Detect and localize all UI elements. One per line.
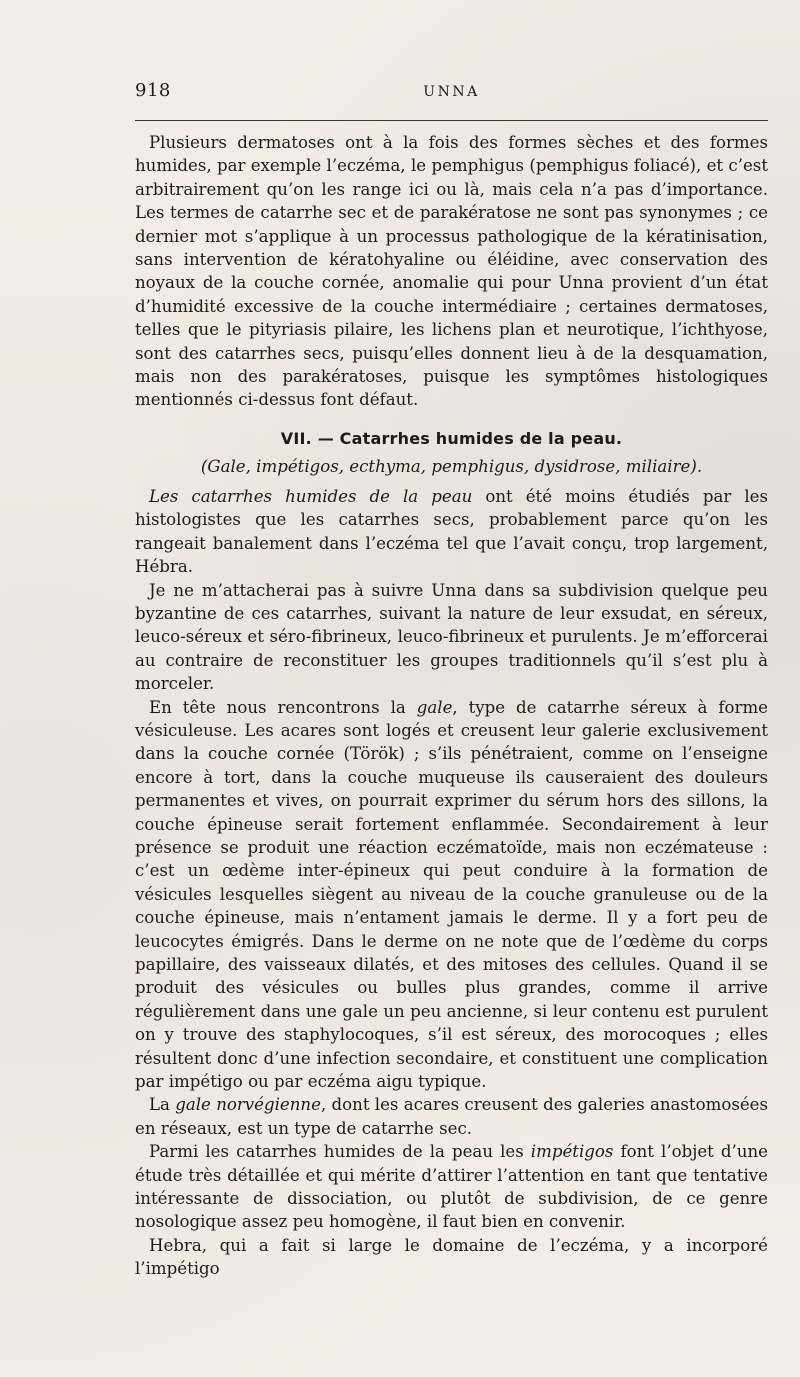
paragraph-hebra: Hebra, qui a fait si large le domaine de l’eczéma, y a incorporé l’impétigo xyxy=(135,1235,768,1279)
header-rule xyxy=(135,120,768,121)
page-number: 918 xyxy=(135,80,171,101)
paragraph-gale xyxy=(135,696,768,1094)
paragraph-gale-norvegienne xyxy=(135,1093,768,1140)
paragraph-impetigos xyxy=(135,1140,768,1234)
section-subtitle: (Gale, impétigos, ecthyma, pemphigus, dysidrose, miliaire). xyxy=(200,456,703,476)
running-title: UNNA xyxy=(423,84,480,100)
italic-term: gale xyxy=(416,697,453,717)
italic-term: gale norvégienne xyxy=(175,1095,321,1115)
paragraph-text: ont été moins étudiés par les histologistes que les catarrhes secs, probablement parce qu’on les rangeait banalement dans l’eczéma tel que l’avait conçu, trop largement, Hébra. xyxy=(135,486,768,577)
paragraph-subdivision: Je ne m’attacherai pas à suivre Unna dans sa subdivision quelque peu byzantine de ces catarrhes, suivant la nature de leur exsudat, en séreux, leuco-séreux et séro-fibrineux, leuco-fibrineux et purulents. Je m’efforcerai au contraire de reconstituer les groupes traditionnels qu’il s’est plu à morceler. xyxy=(135,580,768,694)
body-text xyxy=(135,131,768,1281)
paragraph-text: La xyxy=(149,1095,176,1115)
paragraph-text: , dont les acares creusent des galeries anastomosées en réseaux, est un type de catarrhe sec. xyxy=(135,1095,768,1138)
paragraph-text: Parmi les catarrhes humides de la peau les xyxy=(149,1142,531,1162)
italic-term: impétigos xyxy=(530,1142,614,1162)
paragraph-text: , type de catarrhe séreux à forme vésiculeuse. Les acares sont logés et creusent leur galerie exclusivement dans la couche cornée (Török) ; s’ils pénétraient, comme on l’enseigne encore à tort, dans la couche muqueuse ils causeraient des douleurs permanentes et vives, on pourrait exprimer du sérum hors des sillons, la couche épineuse serait fortement enflammée. Secondairement à leur présence se produit une réaction eczématoïde, mais non eczémateuse : c’est un œdème inter-épineux qui peut conduire à la formation de vésicules lesquelles siègent au niveau de la couche granuleuse ou de la couche épineuse, mais n’entament jamais le derme. Il y a fort peu de leucocytes émigrés. Dans le derme on ne note que de l’œdème du corps papillaire, des vaisseaux dilatés, et des mitoses des cellules. Quand il se produit des vésicules ou bulles plus grandes, comme il arrive régulièrement dans une gale un peu ancienne, si leur contenu est purulent on y trouve des staphylocoques, s’il est séreux, des morocoques ; elles résultent donc d’une infection secondaire, et constituent une complication par impétigo ou par eczéma aigu typique. xyxy=(135,697,768,1092)
paragraph-catarrhes-humides xyxy=(135,485,768,579)
paragraph-text: En tête nous rencontrons la xyxy=(149,697,417,717)
paragraph-text: font l’objet d’une étude très détaillée et qui mérite d’attirer l’attention en tant que tentative intéressante de dissociation, ou plutôt de subdivision, de ce genre nosologique assez peu homogène, il faut bien en convenir. xyxy=(135,1142,768,1232)
paragraph-dermatoses: Plusieurs dermatoses ont à la fois des formes sèches et des formes humides, par exemple l’eczéma, le pemphigus (pemphigus foliacé), et c’est arbitrairement qu’on les range ici ou là, mais cela n’a pas d’importance. Les termes de catarrhe sec et de parakératose ne sont pas synonymes ; ce dernier mot s’applique à un processus pathologique de la kératinisation, sans intervention de kératohyaline ou éléidine, avec conservation des noyaux de la couche cornée, anomalie qui pour Unna provient d’un état d’humidité excessive de la couche intermédiaire ; certaines dermatoses, telles que le pityriasis pilaire, les lichens plan et neurotique, l’ichthyose, sont des catarrhes secs, puisqu’elles donnent lieu à de la desquamation, mais non des parakératoses, puisque les symptômes histologiques mentionnés ci-dessus font défaut. xyxy=(135,133,768,410)
section-title: VII. — Catarrhes humides de la peau. xyxy=(280,428,623,448)
running-head xyxy=(135,80,768,104)
italic-phrase: Les catarrhes humides de la peau xyxy=(149,486,473,506)
